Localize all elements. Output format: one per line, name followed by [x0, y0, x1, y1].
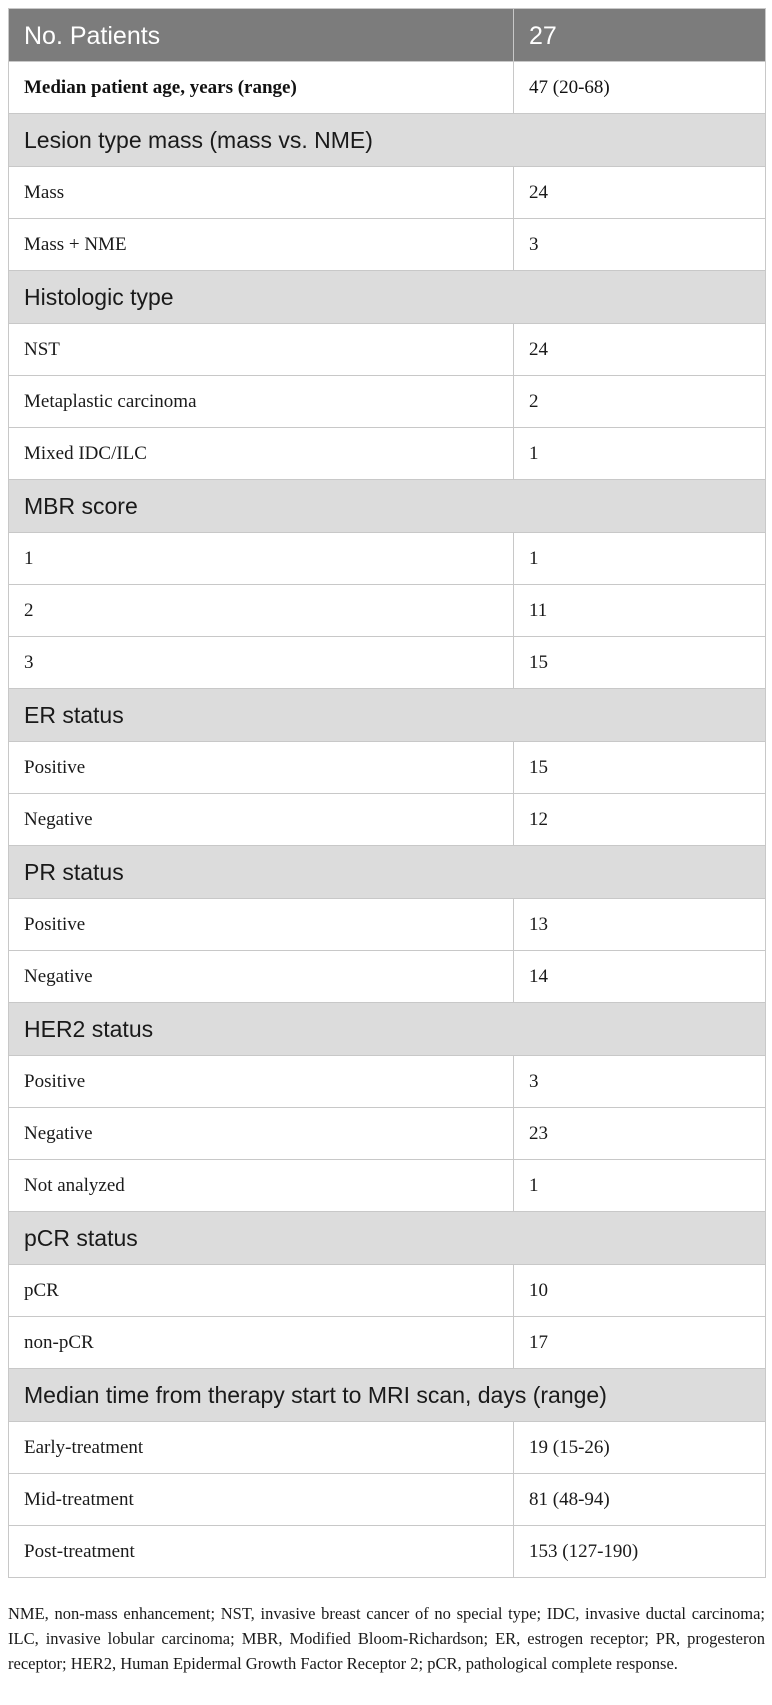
row-value: 11	[514, 585, 766, 637]
section-title: Lesion type mass (mass vs. NME)	[9, 114, 766, 167]
row-label: Mid-treatment	[9, 1474, 514, 1526]
row-label: Post-treatment	[9, 1526, 514, 1578]
row-label: Mass + NME	[9, 219, 514, 271]
row-value: 24	[514, 167, 766, 219]
section-header-median-time	[9, 1369, 766, 1422]
row-label: Positive	[9, 742, 514, 794]
table-row	[9, 1422, 766, 1474]
row-label: NST	[9, 324, 514, 376]
section-title: pCR status	[9, 1212, 766, 1265]
row-label: Early-treatment	[9, 1422, 514, 1474]
row-value: 81 (48-94)	[514, 1474, 766, 1526]
table-row	[9, 1265, 766, 1317]
section-header-her2-status	[9, 1003, 766, 1056]
header-value: 27	[514, 9, 766, 62]
row-label: Negative	[9, 794, 514, 846]
row-value: 15	[514, 637, 766, 689]
table-row	[9, 951, 766, 1003]
row-label: Positive	[9, 899, 514, 951]
row-label: 3	[9, 637, 514, 689]
row-value: 12	[514, 794, 766, 846]
table-row	[9, 585, 766, 637]
row-label: Mixed IDC/ILC	[9, 428, 514, 480]
table-row	[9, 533, 766, 585]
row-value: 10	[514, 1265, 766, 1317]
table-row	[9, 637, 766, 689]
table-row	[9, 1160, 766, 1212]
row-label: non-pCR	[9, 1317, 514, 1369]
patient-characteristics-table-container	[8, 8, 765, 1578]
section-header-pr-status	[9, 846, 766, 899]
section-title: Median time from therapy start to MRI scan, days (range)	[9, 1369, 766, 1422]
section-title: Histologic type	[9, 271, 766, 324]
section-header-mbr-score	[9, 480, 766, 533]
section-header-histologic-type	[9, 271, 766, 324]
table-row	[9, 1526, 766, 1578]
row-value: 19 (15-26)	[514, 1422, 766, 1474]
row-label: Negative	[9, 951, 514, 1003]
table-row	[9, 1056, 766, 1108]
section-header-lesion-type	[9, 114, 766, 167]
row-value: 14	[514, 951, 766, 1003]
row-label: Metaplastic carcinoma	[9, 376, 514, 428]
row-value: 17	[514, 1317, 766, 1369]
row-value: 1	[514, 533, 766, 585]
section-title: PR status	[9, 846, 766, 899]
table-row	[9, 1317, 766, 1369]
table-row	[9, 1474, 766, 1526]
table-row	[9, 899, 766, 951]
section-title: ER status	[9, 689, 766, 742]
median-age-label: Median patient age, years (range)	[9, 62, 514, 114]
row-value: 1	[514, 1160, 766, 1212]
row-label: 2	[9, 585, 514, 637]
row-label: Mass	[9, 167, 514, 219]
row-value: 24	[514, 324, 766, 376]
section-header-pcr-status	[9, 1212, 766, 1265]
row-value: 2	[514, 376, 766, 428]
section-title: MBR score	[9, 480, 766, 533]
row-label: Negative	[9, 1108, 514, 1160]
median-age-row	[9, 62, 766, 114]
row-value: 23	[514, 1108, 766, 1160]
table-footnote: NME, non-mass enhancement; NST, invasive breast cancer of no special type; IDC, invasive ductal carcinoma; ILC, invasive lobular carcinoma; MBR, Modified Bloom-Richardson; ER, estrogen receptor; PR, progesteron receptor; HER2, Human Epidermal Growth Factor Receptor 2; pCR, pathological complete response.	[8, 1603, 765, 1673]
row-label: 1	[9, 533, 514, 585]
section-header-er-status	[9, 689, 766, 742]
section-title: HER2 status	[9, 1003, 766, 1056]
table-row	[9, 376, 766, 428]
table-header-row	[9, 9, 766, 62]
table-row	[9, 219, 766, 271]
median-age-value: 47 (20-68)	[514, 62, 766, 114]
table-row	[9, 794, 766, 846]
row-value: 3	[514, 1056, 766, 1108]
table-row	[9, 428, 766, 480]
table-row	[9, 324, 766, 376]
table-row	[9, 167, 766, 219]
patient-characteristics-table	[8, 8, 766, 1578]
row-value: 153 (127-190)	[514, 1526, 766, 1578]
row-label: Not analyzed	[9, 1160, 514, 1212]
row-value: 3	[514, 219, 766, 271]
table-row	[9, 1108, 766, 1160]
row-value: 15	[514, 742, 766, 794]
row-label: pCR	[9, 1265, 514, 1317]
header-label: No. Patients	[9, 9, 514, 62]
table-row	[9, 742, 766, 794]
row-label: Positive	[9, 1056, 514, 1108]
row-value: 1	[514, 428, 766, 480]
row-value: 13	[514, 899, 766, 951]
